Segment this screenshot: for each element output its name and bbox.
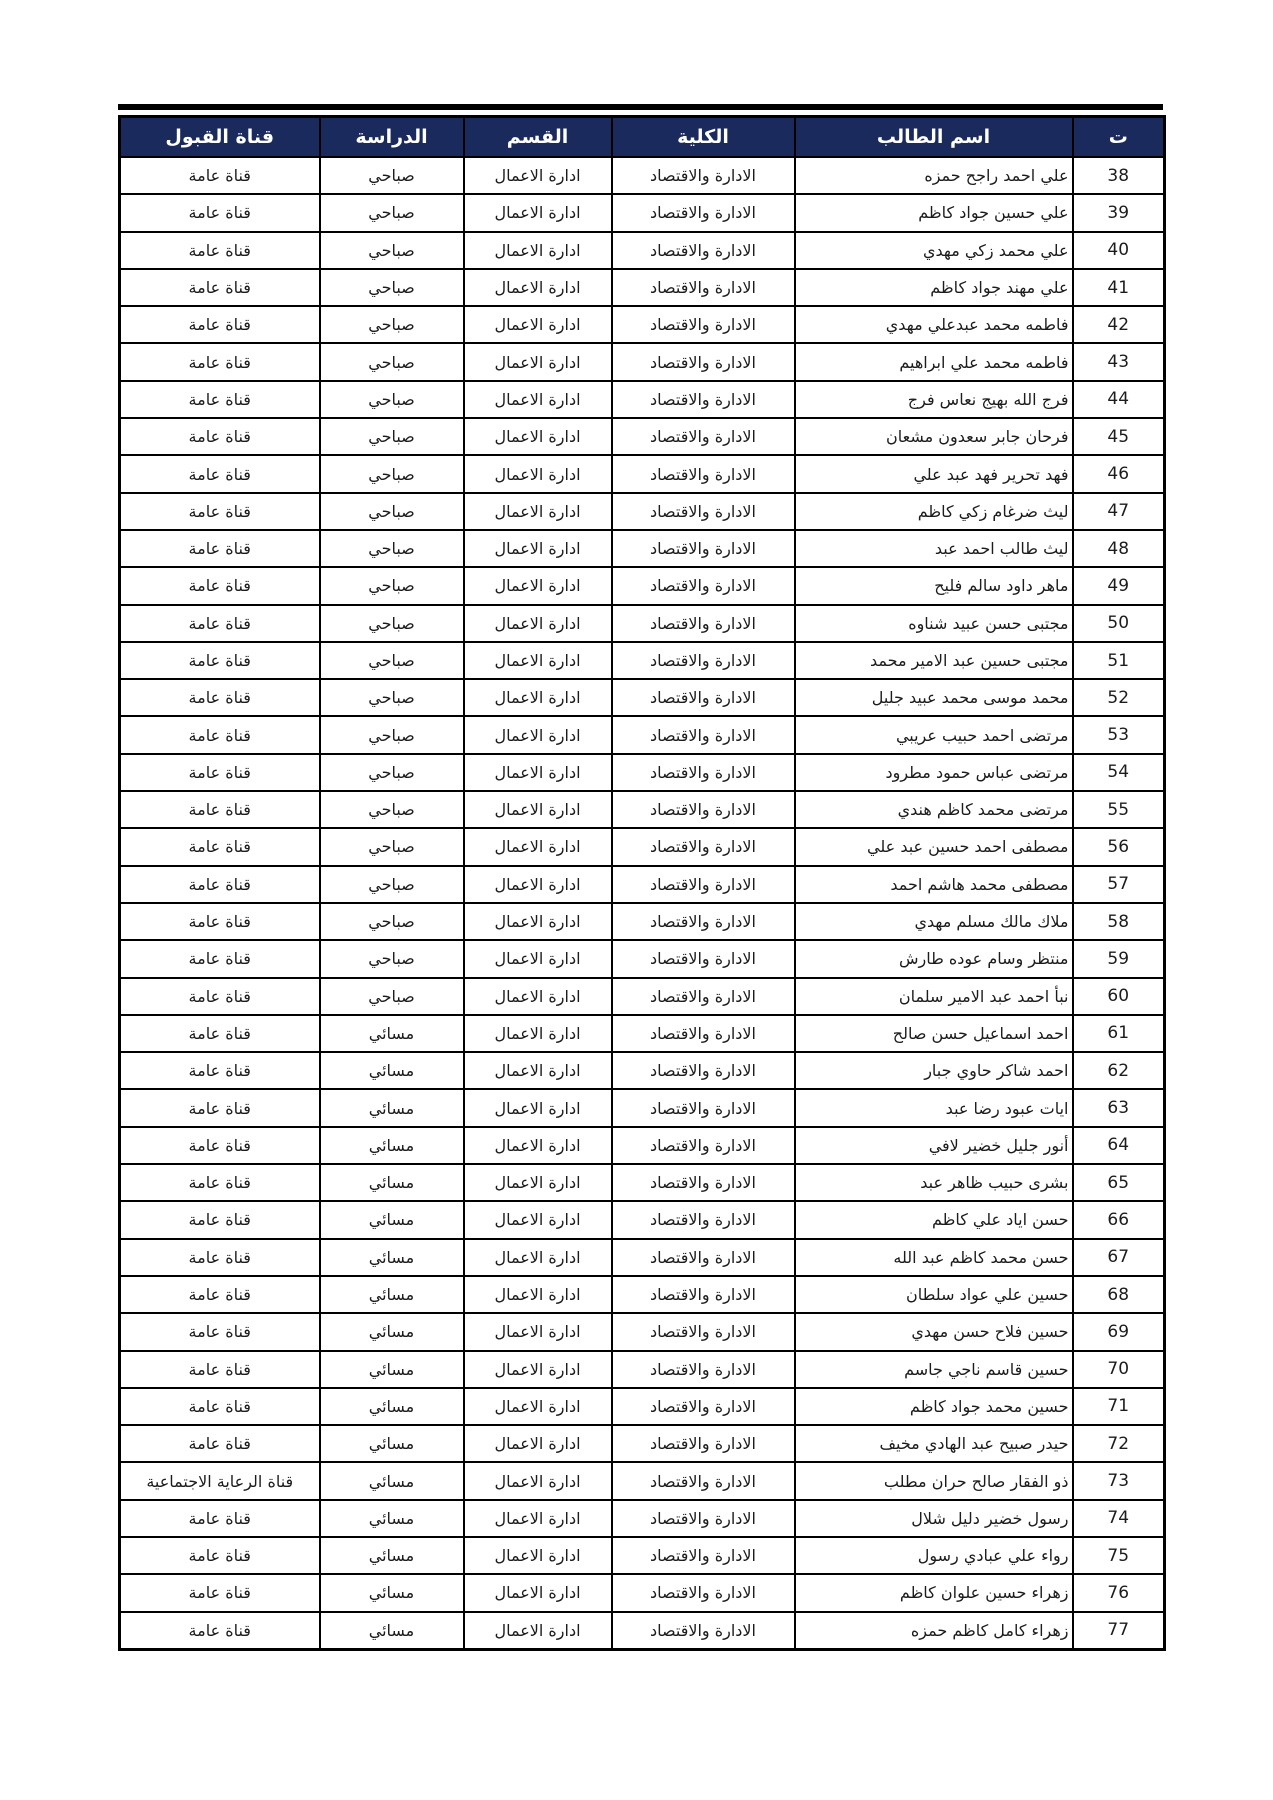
cell-name: حسين قاسم ناجي جاسم [795, 1351, 1073, 1388]
cell-name: مجتبى حسن عبيد شناوه [795, 605, 1073, 642]
cell-study: مسائي [320, 1500, 464, 1537]
cell-dept: ادارة الاعمال [464, 1574, 612, 1611]
cell-channel: قناة عامة [120, 1351, 320, 1388]
table-row [120, 642, 1165, 679]
column-header-dept: القسم [464, 117, 612, 158]
cell-study: صباحي [320, 493, 464, 530]
cell-channel: قناة عامة [120, 1276, 320, 1313]
cell-channel: قناة عامة [120, 157, 320, 194]
cell-dept: ادارة الاعمال [464, 1313, 612, 1350]
cell-channel: قناة عامة [120, 1089, 320, 1126]
cell-study: صباحي [320, 269, 464, 306]
column-header-channel: قناة القبول [120, 117, 320, 158]
cell-channel: قناة عامة [120, 418, 320, 455]
table-row [120, 978, 1165, 1015]
cell-study: مسائي [320, 1127, 464, 1164]
column-header-study: الدراسة [320, 117, 464, 158]
cell-college: الادارة والاقتصاد [612, 1612, 795, 1650]
table-row [120, 418, 1165, 455]
cell-study: صباحي [320, 306, 464, 343]
cell-num: 77 [1073, 1612, 1165, 1650]
cell-study: صباحي [320, 567, 464, 604]
cell-college: الادارة والاقتصاد [612, 679, 795, 716]
table-row [120, 1201, 1165, 1238]
table-row [120, 903, 1165, 940]
cell-name: مرتضى احمد حبيب عريبي [795, 716, 1073, 753]
cell-num: 50 [1073, 605, 1165, 642]
cell-channel: قناة عامة [120, 567, 320, 604]
cell-college: الادارة والاقتصاد [612, 567, 795, 604]
cell-name: علي محمد زكي مهدي [795, 232, 1073, 269]
cell-channel: قناة عامة [120, 791, 320, 828]
cell-num: 42 [1073, 306, 1165, 343]
cell-name: مجتبى حسين عبد الامير محمد [795, 642, 1073, 679]
cell-study: صباحي [320, 642, 464, 679]
cell-num: 60 [1073, 978, 1165, 1015]
cell-name: رسول خضير دليل شلال [795, 1500, 1073, 1537]
cell-num: 73 [1073, 1462, 1165, 1499]
cell-dept: ادارة الاعمال [464, 1388, 612, 1425]
cell-study: مسائي [320, 1276, 464, 1313]
cell-num: 62 [1073, 1052, 1165, 1089]
table-row [120, 1500, 1165, 1537]
cell-college: الادارة والاقتصاد [612, 903, 795, 940]
cell-name: فهد تحرير فهد عبد علي [795, 455, 1073, 492]
cell-study: صباحي [320, 232, 464, 269]
cell-channel: قناة عامة [120, 1313, 320, 1350]
cell-study: صباحي [320, 455, 464, 492]
cell-num: 61 [1073, 1015, 1165, 1052]
cell-num: 52 [1073, 679, 1165, 716]
cell-college: الادارة والاقتصاد [612, 493, 795, 530]
cell-study: صباحي [320, 157, 464, 194]
table-row [120, 940, 1165, 977]
table-row [120, 232, 1165, 269]
cell-num: 43 [1073, 343, 1165, 380]
cell-channel: قناة عامة [120, 530, 320, 567]
cell-num: 70 [1073, 1351, 1165, 1388]
cell-dept: ادارة الاعمال [464, 306, 612, 343]
cell-num: 59 [1073, 940, 1165, 977]
cell-dept: ادارة الاعمال [464, 940, 612, 977]
table-row [120, 1164, 1165, 1201]
cell-name: أنور جليل خضير لافي [795, 1127, 1073, 1164]
cell-name: مصطفى محمد هاشم احمد [795, 866, 1073, 903]
cell-channel: قناة عامة [120, 754, 320, 791]
cell-dept: ادارة الاعمال [464, 1500, 612, 1537]
cell-dept: ادارة الاعمال [464, 1052, 612, 1089]
cell-channel: قناة عامة [120, 605, 320, 642]
cell-dept: ادارة الاعمال [464, 1351, 612, 1388]
cell-name: حسين محمد جواد كاظم [795, 1388, 1073, 1425]
cell-college: الادارة والاقتصاد [612, 343, 795, 380]
cell-channel: قناة عامة [120, 1612, 320, 1650]
cell-dept: ادارة الاعمال [464, 493, 612, 530]
cell-college: الادارة والاقتصاد [612, 866, 795, 903]
cell-name: زهراء كامل كاظم حمزه [795, 1612, 1073, 1650]
cell-channel: قناة عامة [120, 1164, 320, 1201]
cell-college: الادارة والاقتصاد [612, 1089, 795, 1126]
table-row [120, 1239, 1165, 1276]
cell-college: الادارة والاقتصاد [612, 1313, 795, 1350]
cell-channel: قناة عامة [120, 1388, 320, 1425]
cell-channel: قناة عامة [120, 716, 320, 753]
column-header-college: الكلية [612, 117, 795, 158]
cell-name: ليث طالب احمد عبد [795, 530, 1073, 567]
cell-num: 74 [1073, 1500, 1165, 1537]
cell-channel: قناة عامة [120, 455, 320, 492]
cell-college: الادارة والاقتصاد [612, 1425, 795, 1462]
table-row [120, 1052, 1165, 1089]
table-row [120, 679, 1165, 716]
cell-dept: ادارة الاعمال [464, 605, 612, 642]
cell-college: الادارة والاقتصاد [612, 1537, 795, 1574]
cell-college: الادارة والاقتصاد [612, 1351, 795, 1388]
cell-num: 71 [1073, 1388, 1165, 1425]
cell-channel: قناة عامة [120, 679, 320, 716]
cell-channel: قناة عامة [120, 828, 320, 865]
cell-study: صباحي [320, 828, 464, 865]
cell-num: 56 [1073, 828, 1165, 865]
cell-channel: قناة عامة [120, 1537, 320, 1574]
cell-dept: ادارة الاعمال [464, 978, 612, 1015]
cell-channel: قناة عامة [120, 1052, 320, 1089]
table-row [120, 1388, 1165, 1425]
cell-college: الادارة والاقتصاد [612, 1015, 795, 1052]
cell-channel: قناة عامة [120, 978, 320, 1015]
cell-num: 69 [1073, 1313, 1165, 1350]
cell-name: رواء علي عبادي رسول [795, 1537, 1073, 1574]
cell-name: ليث ضرغام زكي كاظم [795, 493, 1073, 530]
table-row [120, 1537, 1165, 1574]
cell-channel: قناة عامة [120, 866, 320, 903]
cell-study: مسائي [320, 1537, 464, 1574]
cell-dept: ادارة الاعمال [464, 1127, 612, 1164]
cell-college: الادارة والاقتصاد [612, 418, 795, 455]
cell-college: الادارة والاقتصاد [612, 1164, 795, 1201]
cell-dept: ادارة الاعمال [464, 1239, 612, 1276]
cell-college: الادارة والاقتصاد [612, 1239, 795, 1276]
cell-college: الادارة والاقتصاد [612, 194, 795, 231]
cell-num: 39 [1073, 194, 1165, 231]
cell-channel: قناة عامة [120, 642, 320, 679]
cell-college: الادارة والاقتصاد [612, 791, 795, 828]
cell-channel: قناة عامة [120, 194, 320, 231]
cell-name: ايات عبود رضا عبد [795, 1089, 1073, 1126]
table-row [120, 1313, 1165, 1350]
cell-num: 72 [1073, 1425, 1165, 1462]
cell-channel: قناة عامة [120, 1500, 320, 1537]
cell-channel: قناة عامة [120, 306, 320, 343]
cell-study: مسائي [320, 1313, 464, 1350]
cell-channel: قناة عامة [120, 269, 320, 306]
cell-name: زهراء حسين علوان كاظم [795, 1574, 1073, 1611]
cell-study: صباحي [320, 754, 464, 791]
cell-name: فاطمه محمد علي ابراهيم [795, 343, 1073, 380]
table-row [120, 754, 1165, 791]
cell-name: احمد شاكر حاوي جبار [795, 1052, 1073, 1089]
table-row [120, 269, 1165, 306]
cell-name: بشرى حبيب ظاهر عبد [795, 1164, 1073, 1201]
cell-study: صباحي [320, 343, 464, 380]
cell-dept: ادارة الاعمال [464, 418, 612, 455]
table-row [120, 1127, 1165, 1164]
cell-college: الادارة والاقتصاد [612, 1276, 795, 1313]
cell-num: 53 [1073, 716, 1165, 753]
cell-dept: ادارة الاعمال [464, 679, 612, 716]
table-row [120, 306, 1165, 343]
cell-name: مرتضى عباس حمود مطرود [795, 754, 1073, 791]
cell-college: الادارة والاقتصاد [612, 754, 795, 791]
table-top-border [118, 104, 1163, 110]
cell-study: مسائي [320, 1612, 464, 1650]
cell-study: صباحي [320, 791, 464, 828]
cell-study: مسائي [320, 1574, 464, 1611]
cell-num: 45 [1073, 418, 1165, 455]
cell-name: محمد موسى محمد عبيد جليل [795, 679, 1073, 716]
cell-dept: ادارة الاعمال [464, 791, 612, 828]
cell-dept: ادارة الاعمال [464, 1089, 612, 1126]
cell-college: الادارة والاقتصاد [612, 1574, 795, 1611]
cell-num: 55 [1073, 791, 1165, 828]
cell-num: 51 [1073, 642, 1165, 679]
table-row [120, 530, 1165, 567]
cell-college: الادارة والاقتصاد [612, 828, 795, 865]
cell-dept: ادارة الاعمال [464, 269, 612, 306]
cell-college: الادارة والاقتصاد [612, 605, 795, 642]
cell-college: الادارة والاقتصاد [612, 1462, 795, 1499]
cell-name: حسن اياد علي كاظم [795, 1201, 1073, 1238]
cell-study: صباحي [320, 940, 464, 977]
table-row [120, 381, 1165, 418]
cell-dept: ادارة الاعمال [464, 903, 612, 940]
cell-num: 38 [1073, 157, 1165, 194]
table-row [120, 343, 1165, 380]
cell-study: صباحي [320, 418, 464, 455]
cell-college: الادارة والاقتصاد [612, 530, 795, 567]
table-row [120, 791, 1165, 828]
cell-name: مصطفى احمد حسين عبد علي [795, 828, 1073, 865]
cell-channel: قناة عامة [120, 940, 320, 977]
cell-dept: ادارة الاعمال [464, 1015, 612, 1052]
cell-study: صباحي [320, 605, 464, 642]
table-row [120, 1462, 1165, 1499]
cell-dept: ادارة الاعمال [464, 1425, 612, 1462]
table-row [120, 605, 1165, 642]
cell-channel: قناة عامة [120, 1239, 320, 1276]
cell-study: مسائي [320, 1462, 464, 1499]
cell-college: الادارة والاقتصاد [612, 157, 795, 194]
cell-study: مسائي [320, 1164, 464, 1201]
cell-channel: قناة عامة [120, 1015, 320, 1052]
cell-study: صباحي [320, 679, 464, 716]
cell-dept: ادارة الاعمال [464, 157, 612, 194]
cell-name: علي حسين جواد كاظم [795, 194, 1073, 231]
cell-college: الادارة والاقتصاد [612, 1388, 795, 1425]
cell-dept: ادارة الاعمال [464, 567, 612, 604]
cell-name: ذو الفقار صالح حران مطلب [795, 1462, 1073, 1499]
table-row [120, 567, 1165, 604]
cell-dept: ادارة الاعمال [464, 381, 612, 418]
table-row [120, 157, 1165, 194]
table-row [120, 828, 1165, 865]
cell-study: مسائي [320, 1052, 464, 1089]
cell-dept: ادارة الاعمال [464, 343, 612, 380]
table-row [120, 1574, 1165, 1611]
cell-channel: قناة عامة [120, 903, 320, 940]
cell-name: مرتضى محمد كاظم هندي [795, 791, 1073, 828]
cell-num: 46 [1073, 455, 1165, 492]
cell-college: الادارة والاقتصاد [612, 381, 795, 418]
cell-college: الادارة والاقتصاد [612, 306, 795, 343]
cell-dept: ادارة الاعمال [464, 828, 612, 865]
cell-dept: ادارة الاعمال [464, 530, 612, 567]
cell-study: مسائي [320, 1425, 464, 1462]
cell-college: الادارة والاقتصاد [612, 1500, 795, 1537]
cell-college: الادارة والاقتصاد [612, 455, 795, 492]
cell-study: مسائي [320, 1351, 464, 1388]
cell-study: صباحي [320, 194, 464, 231]
cell-college: الادارة والاقتصاد [612, 978, 795, 1015]
cell-num: 65 [1073, 1164, 1165, 1201]
cell-study: صباحي [320, 716, 464, 753]
cell-name: حسين علي عواد سلطان [795, 1276, 1073, 1313]
cell-dept: ادارة الاعمال [464, 716, 612, 753]
table-row [120, 866, 1165, 903]
table-row [120, 1089, 1165, 1126]
cell-num: 76 [1073, 1574, 1165, 1611]
table-row [120, 194, 1165, 231]
cell-study: مسائي [320, 1089, 464, 1126]
cell-name: حسن محمد كاظم عبد الله [795, 1239, 1073, 1276]
cell-channel: قناة الرعاية الاجتماعية [120, 1462, 320, 1499]
cell-num: 40 [1073, 232, 1165, 269]
cell-dept: ادارة الاعمال [464, 1462, 612, 1499]
cell-dept: ادارة الاعمال [464, 1612, 612, 1650]
cell-channel: قناة عامة [120, 381, 320, 418]
cell-college: الادارة والاقتصاد [612, 1127, 795, 1164]
cell-num: 57 [1073, 866, 1165, 903]
cell-college: الادارة والاقتصاد [612, 1201, 795, 1238]
cell-dept: ادارة الاعمال [464, 455, 612, 492]
cell-name: علي مهند جواد كاظم [795, 269, 1073, 306]
cell-name: ماهر داود سالم فليح [795, 567, 1073, 604]
cell-dept: ادارة الاعمال [464, 1164, 612, 1201]
cell-num: 41 [1073, 269, 1165, 306]
cell-channel: قناة عامة [120, 1574, 320, 1611]
cell-college: الادارة والاقتصاد [612, 642, 795, 679]
table-row [120, 1015, 1165, 1052]
cell-college: الادارة والاقتصاد [612, 269, 795, 306]
cell-num: 68 [1073, 1276, 1165, 1313]
table-row [120, 1351, 1165, 1388]
cell-study: مسائي [320, 1201, 464, 1238]
cell-name: حيدر صبيح عبد الهادي مخيف [795, 1425, 1073, 1462]
cell-name: حسين فلاح حسن مهدي [795, 1313, 1073, 1350]
cell-name: فرحان جابر سعدون مشعان [795, 418, 1073, 455]
cell-dept: ادارة الاعمال [464, 194, 612, 231]
cell-num: 49 [1073, 567, 1165, 604]
cell-num: 47 [1073, 493, 1165, 530]
cell-study: مسائي [320, 1239, 464, 1276]
cell-name: فاطمه محمد عبدعلي مهدي [795, 306, 1073, 343]
cell-name: منتظر وسام عوده طارش [795, 940, 1073, 977]
cell-study: صباحي [320, 530, 464, 567]
cell-college: الادارة والاقتصاد [612, 1052, 795, 1089]
table-header-row [120, 117, 1165, 158]
cell-name: احمد اسماعيل حسن صالح [795, 1015, 1073, 1052]
cell-num: 58 [1073, 903, 1165, 940]
cell-dept: ادارة الاعمال [464, 754, 612, 791]
column-header-name: اسم الطالب [795, 117, 1073, 158]
cell-channel: قناة عامة [120, 493, 320, 530]
cell-name: نبأ احمد عبد الامير سلمان [795, 978, 1073, 1015]
cell-num: 67 [1073, 1239, 1165, 1276]
cell-name: علي احمد راجح حمزه [795, 157, 1073, 194]
cell-num: 75 [1073, 1537, 1165, 1574]
cell-study: صباحي [320, 381, 464, 418]
table-row [120, 716, 1165, 753]
table-row [120, 1612, 1165, 1650]
cell-college: الادارة والاقتصاد [612, 716, 795, 753]
table-row [120, 1425, 1165, 1462]
cell-dept: ادارة الاعمال [464, 866, 612, 903]
cell-dept: ادارة الاعمال [464, 232, 612, 269]
cell-channel: قناة عامة [120, 1425, 320, 1462]
cell-dept: ادارة الاعمال [464, 642, 612, 679]
cell-dept: ادارة الاعمال [464, 1201, 612, 1238]
students-table [118, 115, 1166, 1651]
cell-num: 54 [1073, 754, 1165, 791]
cell-channel: قناة عامة [120, 343, 320, 380]
cell-dept: ادارة الاعمال [464, 1276, 612, 1313]
cell-num: 44 [1073, 381, 1165, 418]
cell-num: 64 [1073, 1127, 1165, 1164]
cell-study: صباحي [320, 903, 464, 940]
table-row [120, 1276, 1165, 1313]
cell-num: 48 [1073, 530, 1165, 567]
cell-college: الادارة والاقتصاد [612, 940, 795, 977]
cell-college: الادارة والاقتصاد [612, 232, 795, 269]
cell-name: ملاك مالك مسلم مهدي [795, 903, 1073, 940]
cell-channel: قناة عامة [120, 232, 320, 269]
cell-study: صباحي [320, 866, 464, 903]
cell-study: مسائي [320, 1388, 464, 1425]
table-row [120, 455, 1165, 492]
cell-study: صباحي [320, 978, 464, 1015]
cell-num: 63 [1073, 1089, 1165, 1126]
cell-channel: قناة عامة [120, 1201, 320, 1238]
table-row [120, 493, 1165, 530]
cell-channel: قناة عامة [120, 1127, 320, 1164]
cell-study: مسائي [320, 1015, 464, 1052]
cell-name: فرج الله بهيج نعاس فرج [795, 381, 1073, 418]
cell-num: 66 [1073, 1201, 1165, 1238]
column-header-num: ت [1073, 117, 1165, 158]
cell-dept: ادارة الاعمال [464, 1537, 612, 1574]
